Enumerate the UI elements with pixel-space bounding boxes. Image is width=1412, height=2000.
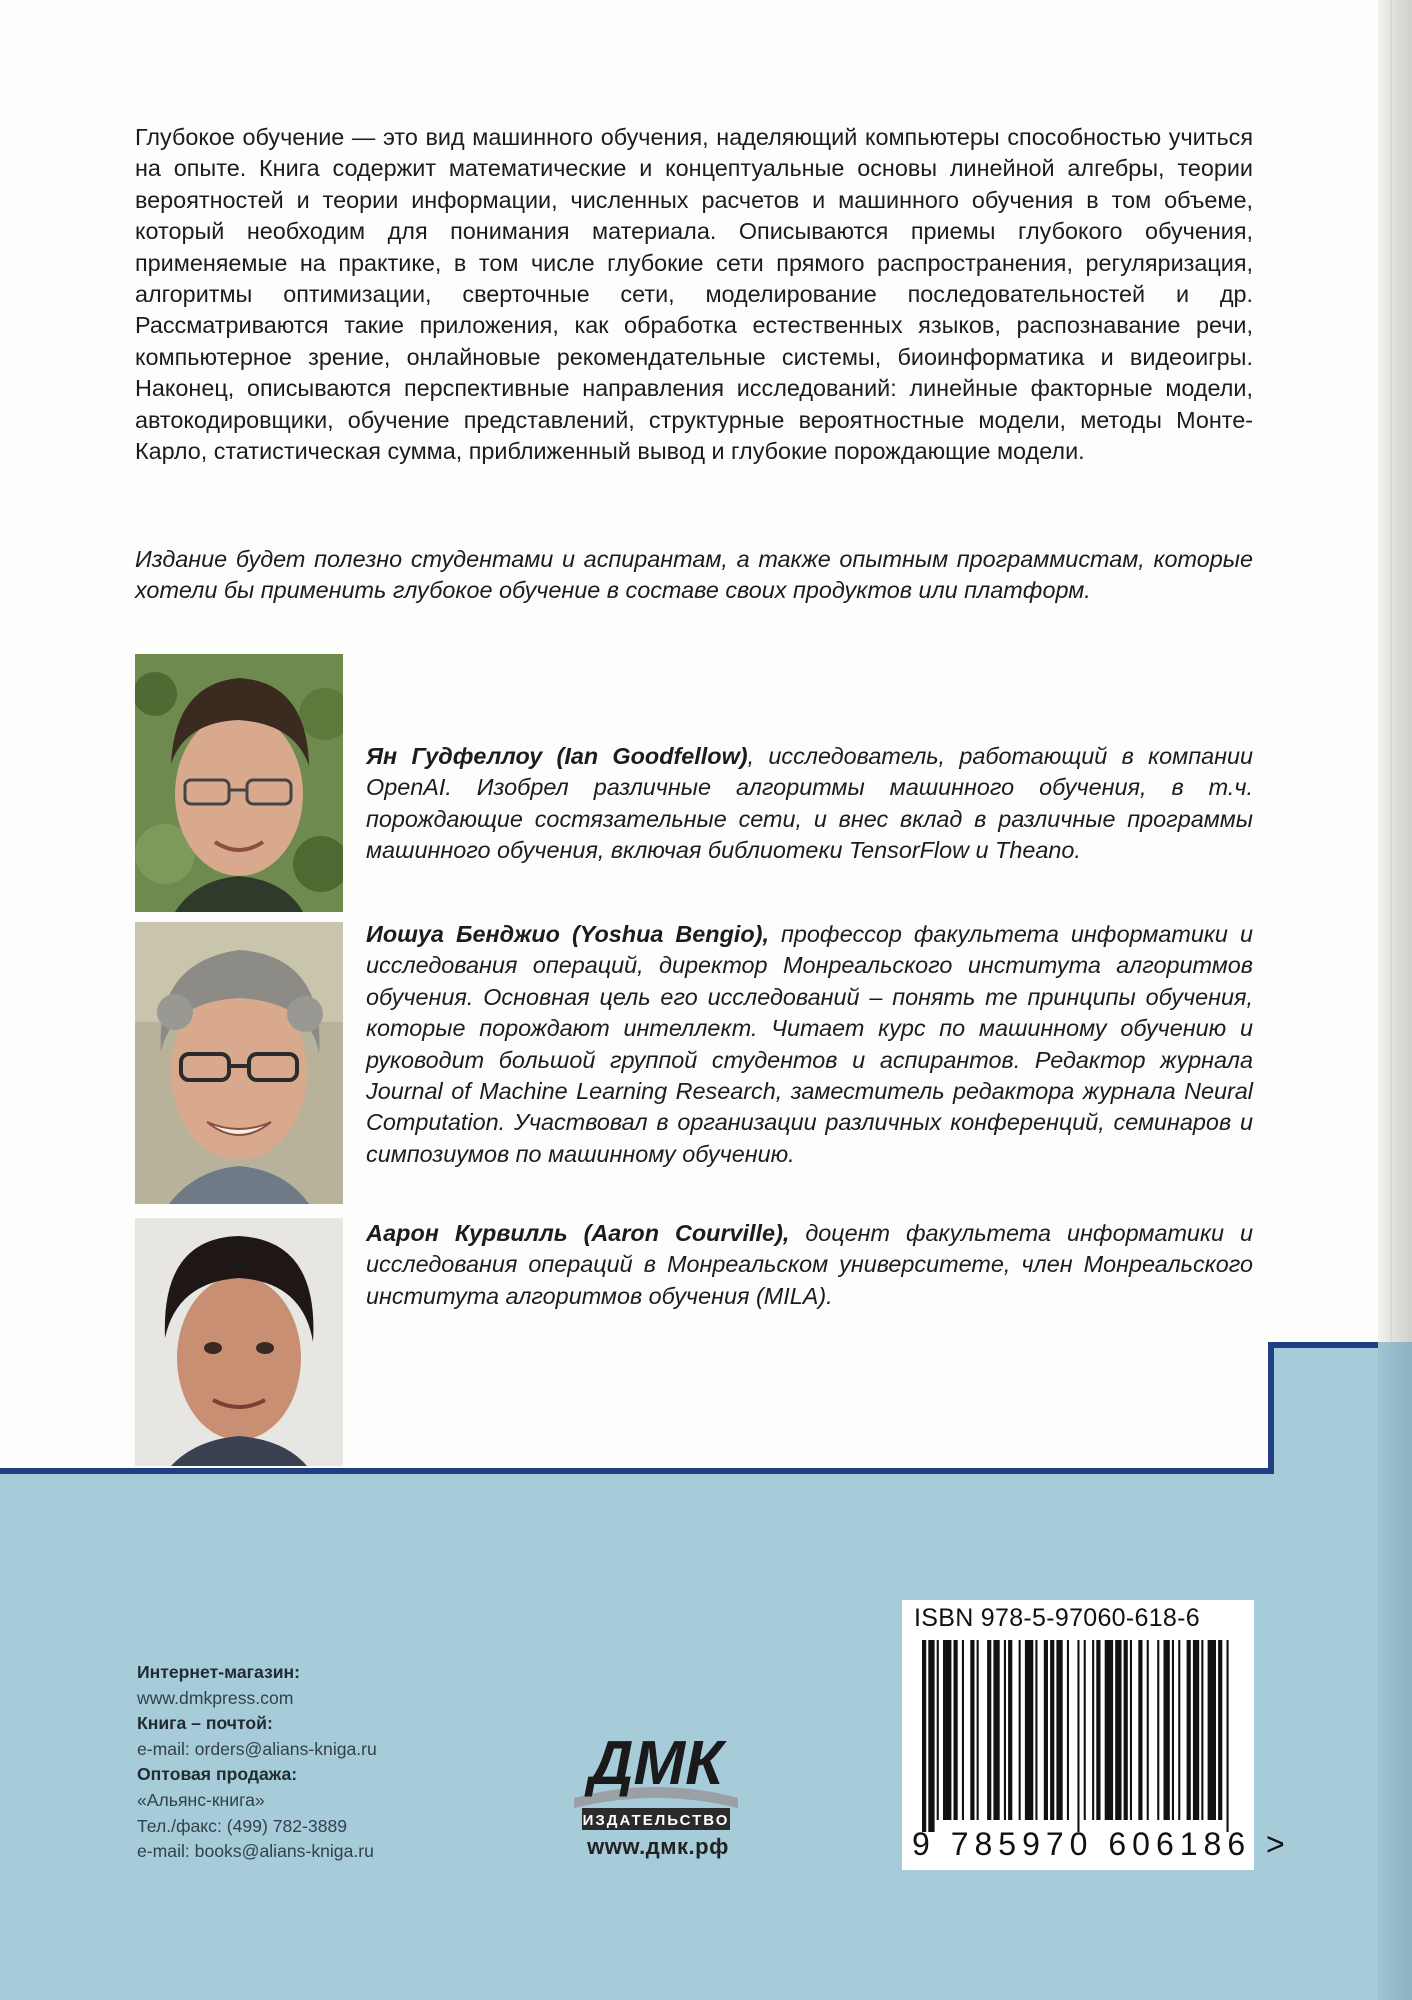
author-photo-goodfellow bbox=[135, 654, 343, 912]
author-photo-courville bbox=[135, 1218, 343, 1466]
wholesale-label: Оптовая продажа: bbox=[137, 1764, 298, 1785]
author-bio-courville bbox=[366, 1218, 1253, 1312]
barcode-digits: 9 785970 606186 > bbox=[912, 1826, 1291, 1862]
author-bio-bengio bbox=[366, 919, 1253, 1170]
publisher-url: www.дмк.рф bbox=[587, 1834, 729, 1859]
author-text-bengio: профессор факультета информатики и исследования операций, директор Монреальского института алгоритмов обучения. Основная цель его исследований – понять те принципы обучения, которые порождают интеллект. Читает курс по машинному обучению и руководит большой группой студентов и аспирантов. Редактор журнала Journal of Machine Learning Research, заместитель редактора журнала Neural Computation. Участвовал в организации различных конференций, семинаров и симпозиумов по машинному обучению. bbox=[366, 921, 1253, 1167]
mail-order-label: Книга – почтой: bbox=[137, 1713, 273, 1734]
author-name-bengio: Иошуа Бенджио (Yoshua Bengio), bbox=[366, 921, 769, 947]
band-top-rule bbox=[0, 1468, 1268, 1474]
isbn-number: ISBN 978-5-97060-618-6 bbox=[914, 1604, 1200, 1632]
wholesale-phone: Тел./факс: (499) 782-3889 bbox=[137, 1815, 348, 1836]
author-bio-goodfellow bbox=[366, 741, 1253, 867]
wholesale-company: «Альянс-книга» bbox=[137, 1789, 265, 1810]
author-text-goodfellow: , исследователь, работающий в компании OpenAI. Изобрел различные алгоритмы машинного обучения, в т.ч. порождающие состязательные сети, и внес вклад в различные программы машинного обучения, включая библиотеки TensorFlow и Theano. bbox=[366, 743, 1253, 864]
author-name-courville: Аарон Курвилль (Aaron Courville), bbox=[366, 1220, 790, 1246]
author-photo-bengio bbox=[135, 922, 343, 1204]
logo-subtext: ИЗДАТЕЛЬСТВО bbox=[582, 1812, 730, 1829]
author-text-courville: доцент факультета информатики и исследования операций в Монреальском университете, член Монреальского института алгоритмов обучения (MILA). bbox=[366, 1220, 1253, 1309]
logo-wordmark: ДМК bbox=[588, 1729, 724, 1798]
publisher-contacts bbox=[137, 1660, 467, 1865]
band-spine-edge bbox=[1378, 1342, 1412, 2000]
audience-note: Издание будет полезно студентами и аспирантам, а также опытным программистам, которые хотели бы применить глубокое обучение в составе своих продуктов или платформ. bbox=[135, 546, 1253, 604]
wholesale-email: e-mail: books@alians-kniga.ru bbox=[137, 1841, 374, 1862]
shop-url: www.dmkpress.com bbox=[137, 1687, 294, 1708]
shop-label: Интернет-магазин: bbox=[137, 1662, 301, 1682]
isbn-barcode bbox=[902, 1600, 1291, 1870]
mail-order-email: e-mail: orders@alians-kniga.ru bbox=[137, 1738, 377, 1759]
author-name-goodfellow: Ян Гудфеллоу (Ian Goodfellow) bbox=[366, 743, 748, 769]
book-description: Глубокое обучение — это вид машинного обучения, наделяющий компьютеры способностью учиться на опыте. Книга содержит математические и концептуальные основы линейной алгебры, теории вероятностей и теории информации, численных расчетов и машинного обучения в том объеме, который необходим для понимания материала. Описываются приемы глубокого обучения, применяемые на практике, в том числе глубокие сети прямого распространения, регуляризация, алгоритмы оптимизации, сверточные сети, моделирование последовательностей и др. Рассматриваются такие приложения, как обработка естественных языков, распознавание речи, компьютерное зрение, онлайновые рекомендательные системы, биоинформатика и видеоигры. Наконец, описываются перспективные направления исследований: линейные факторные модели, автокодировщики, обучение представлений, структурные вероятностные модели, методы Монте-Карло, статистическая сумма, приближенный вывод и глубокие порождающие модели. bbox=[135, 124, 1253, 465]
